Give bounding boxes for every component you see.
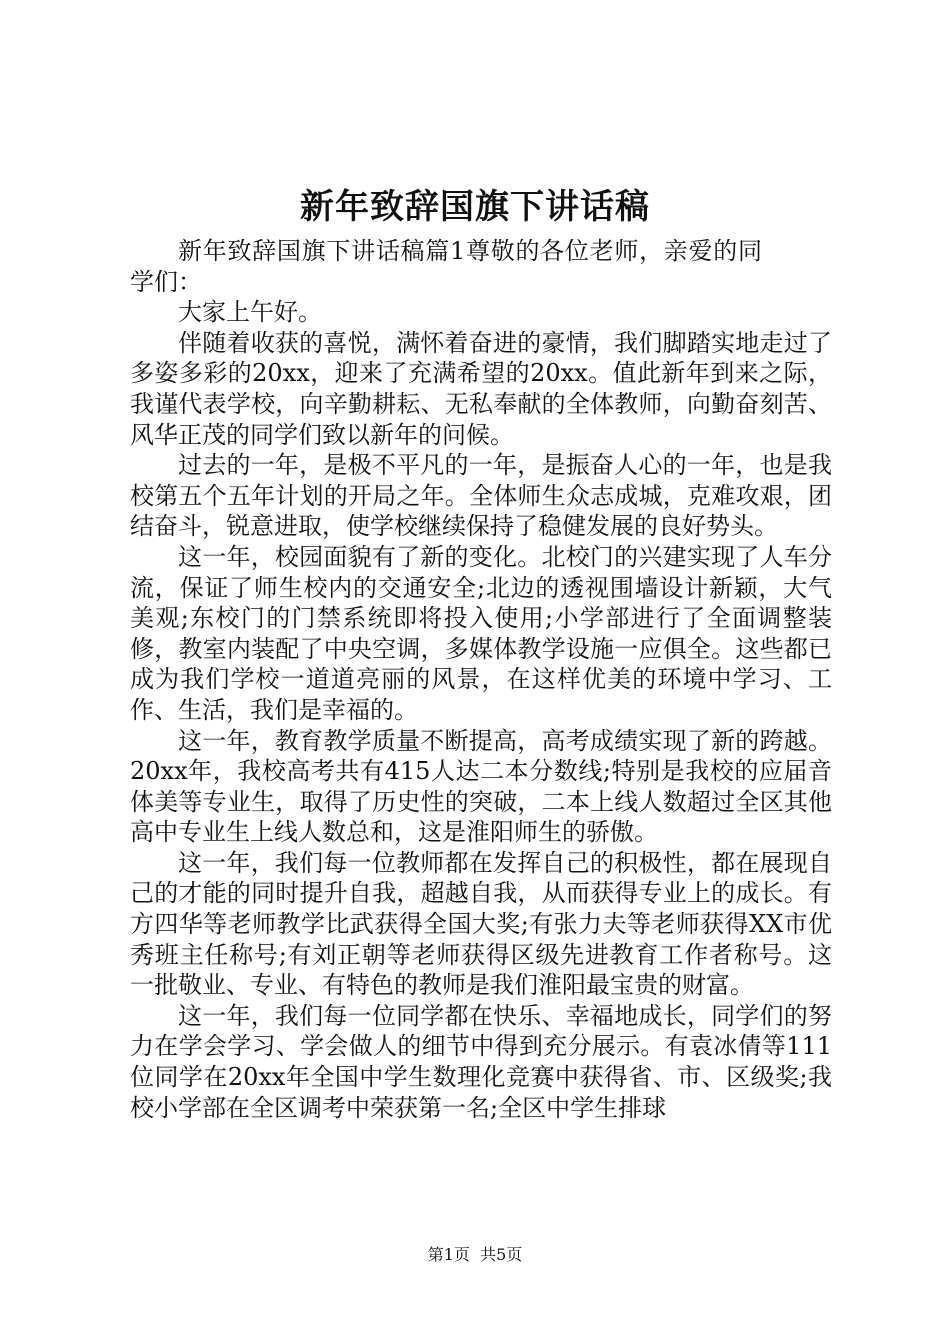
paragraph-campus-changes: 这一年，校园面貌有了新的变化。北校门的兴建实现了人车分流，保证了师生校内的交通安全;北边的透视围墙设计新颖，大气美观;东校门的门禁系统即将投入使用;小学部进行了全面调整装修，教室内装配了中央空调，多媒体教学设施一应俱全。这些都已成为我们学校一道道亮丽的风景，在这样优美的环境中学习、工作、生活，我们是幸福的。 bbox=[130, 542, 832, 724]
page-number-footer: 第1页 共5页 bbox=[427, 1245, 523, 1264]
paragraph-greeting: 大家上午好。 bbox=[178, 298, 322, 327]
document-body bbox=[130, 236, 832, 1123]
paragraph-student-growth: 这一年，我们每一位同学都在快乐、幸福地成长，同学们的努力在学会学习、学会做人的细节中得到充分展示。有袁冰倩等111位同学在20xx年全国中学生数理化竞赛中获得省、市、区级奖;我校小学部在全区调考中荣获第一名;全区中学生排球 bbox=[130, 1001, 832, 1122]
document-title: 新年致辞国旗下讲话稿 bbox=[300, 187, 650, 227]
paragraph-teacher-growth: 这一年，我们每一位教师都在发挥自己的积极性，都在展现自己的才能的同时提升自我，超越自我，从而获得专业上的成长。有方四华等老师教学比武获得全国大奖;有张力夫等老师获得XX市优秀班主任称号;有刘正朝等老师获得区级先进教育工作者称号。这一批敬业、专业、有特色的教师是我们淮阳最宝贵的财富。 bbox=[130, 848, 832, 1000]
paragraph-past-year: 过去的一年，是极不平凡的一年，是振奋人心的一年，也是我校第五个五年计划的开局之年。全体师生众志成城，克难攻艰，团结奋斗，锐意进取，使学校继续保持了稳健发展的良好势头。 bbox=[130, 451, 832, 541]
paragraph-new-year-wishes: 伴随着收获的喜悦，满怀着奋进的豪情，我们脚踏实地走过了多姿多彩的20xx，迎来了充满希望的20xx。值此新年到来之际，我谨代表学校，向辛勤耕耘、无私奉献的全体教师，向勤奋刻苦、风华正茂的同学们致以新年的问候。 bbox=[130, 328, 832, 449]
paragraph-teaching-quality: 这一年，教育教学质量不断提高，高考成绩实现了新的跨越。20xx年，我校高考共有415人达二本分数线;特别是我校的应届音体美等专业生，取得了历史性的突破，二本上线人数超过全区其他高中专业生上线人数总和，这是淮阳师生的骄傲。 bbox=[130, 726, 832, 847]
paragraph-opening: 新年致辞国旗下讲话稿篇1尊敬的各位老师，亲爱的同学们： bbox=[130, 237, 762, 296]
